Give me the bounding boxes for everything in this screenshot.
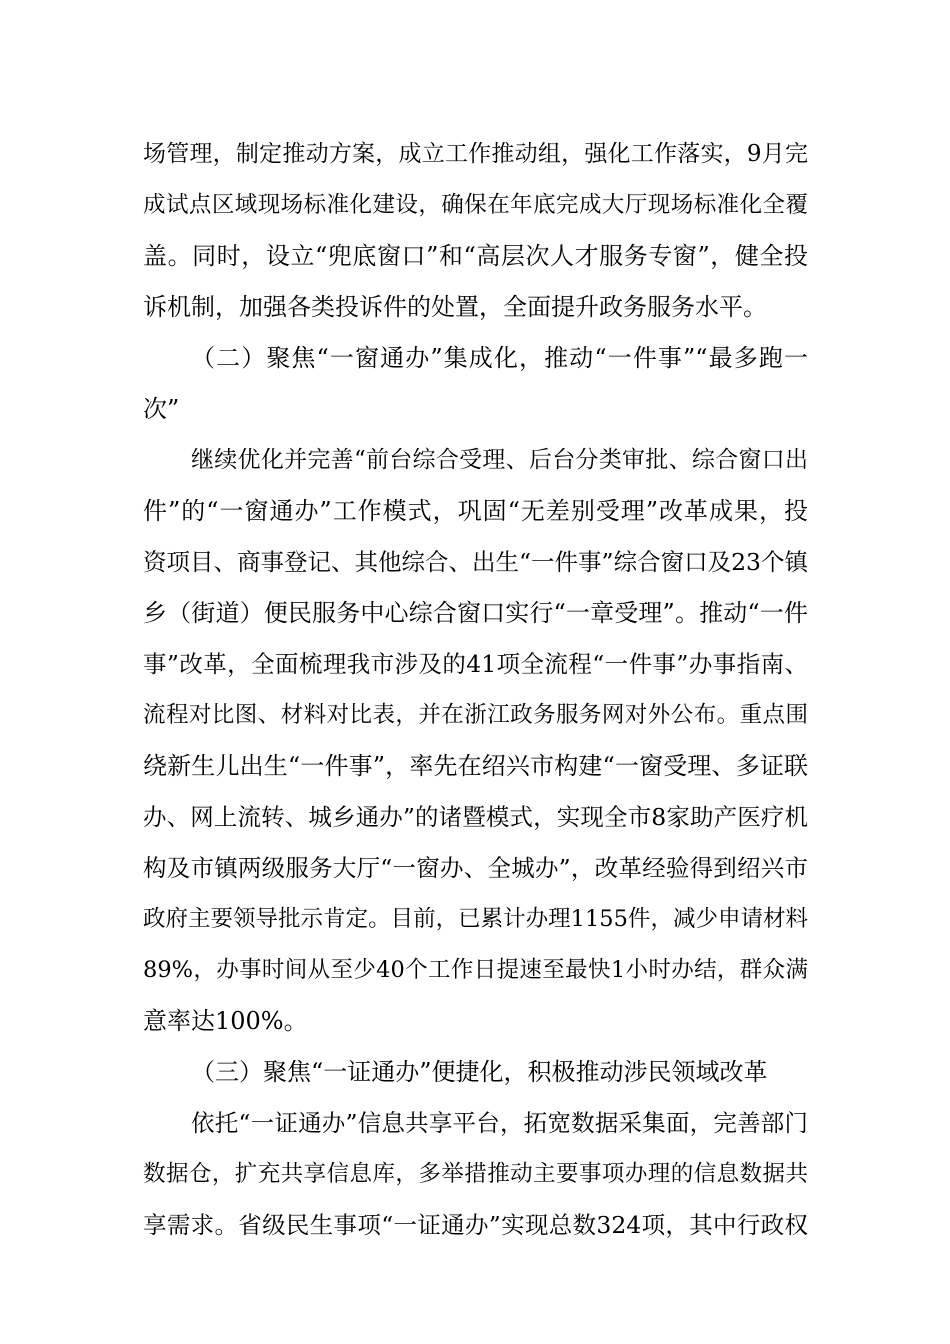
text-line-3: 盖。同时，设立“兜底窗口”和“高层次人才服务专窗”，健全投 bbox=[143, 242, 808, 270]
text-line-13: 绕新生儿出生“一件事”，率先在绍兴市构建“一窗受理、多证联 bbox=[143, 752, 808, 780]
text-line-16: 政府主要领导批示肯定。目前，已累计办理1155件，减少申请材料 bbox=[143, 906, 808, 932]
text-line-9: 资项目、商事登记、其他综合、出生“一件事”综合窗口及23个镇 bbox=[143, 548, 808, 576]
text-line-15: 构及市镇两级服务大厅“一窗办、全城办”，改革经验得到绍兴市 bbox=[143, 854, 808, 882]
text-line-18: 意率达100%。 bbox=[143, 1007, 308, 1035]
text-line-22: 享需求。省级民生事项“一证通办”实现总数324项，其中行政权 bbox=[143, 1211, 808, 1239]
text-line-12: 流程对比图、材料对比表，并在浙江政务服务网对外公布。重点围 bbox=[143, 702, 808, 728]
text-line-4: 诉机制，加强各类投诉件的处置，全面提升政务服务水平。 bbox=[143, 293, 767, 321]
text-line-21: 数据仓，扩充共享信息库，多举措推动主要事项办理的信息数据共 bbox=[143, 1161, 808, 1187]
text-line-11: 事”改革，全面梳理我市涉及的41项全流程“一件事”办事指南、 bbox=[143, 650, 808, 678]
section-heading-2: （二）聚焦“一窗通办”集成化，推动“一件事”“最多跑一 bbox=[191, 344, 808, 372]
text-line-8: 件”的“一窗通办”工作模式，巩固“无差别受理”改革成果，投 bbox=[143, 497, 808, 525]
text-line-10: 乡（街道）便民服务中心综合窗口实行“一章受理”。推动“一件 bbox=[143, 599, 808, 627]
text-line-17: 89%，办事时间从至少40个工作日提速至最快1小时办结，群众满 bbox=[143, 957, 808, 983]
text-line-2: 成试点区域现场标准化建设，确保在年底完成大厅现场标准化全覆 bbox=[143, 192, 808, 218]
text-line-1: 场管理，制定推动方案，成立工作推动组，强化工作落实，9月完 bbox=[143, 141, 808, 167]
text-line-7: 继续优化并完善“前台综合受理、后台分类审批、综合窗口出 bbox=[191, 447, 808, 473]
text-line-14: 办、网上流转、城乡通办”的诸暨模式，实现全市8家助产医疗机 bbox=[143, 803, 808, 831]
section-heading-3: （三）聚焦“一证通办”便捷化，积极推动涉民领域改革 bbox=[191, 1058, 768, 1086]
text-line-20: 依托“一证通办”信息共享平台，拓宽数据采集面，完善部门 bbox=[191, 1109, 808, 1137]
section-heading-2-cont: 次” bbox=[143, 395, 180, 423]
